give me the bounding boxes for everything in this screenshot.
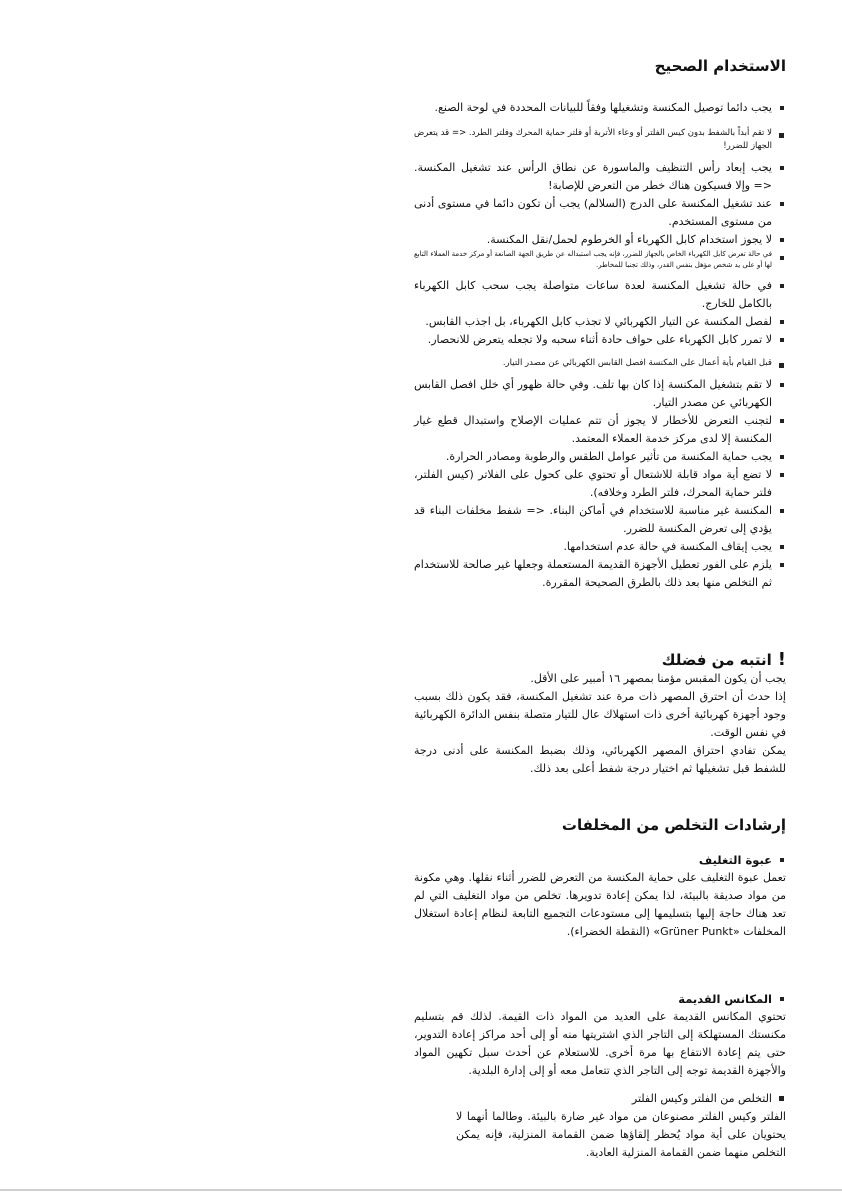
list-item: لتجنب التعرض للأخطار لا يجوز أن تتم عمليات الإصلاح واستبدال قطع غيار المكنسة إلا لدى مركز خدمة العملاء المعتمد. — [414, 412, 786, 448]
disposal-filters — [456, 1090, 786, 1162]
list-item: في حالة تشغيل المكنسة لعدة ساعات متواصلة يجب سحب كابل الكهرباء بالكامل للخارج. — [414, 277, 786, 313]
list-item: يجب حماية المكنسة من تأثير عوامل الطقس والرطوبة ومصادر الحرارة. — [414, 448, 786, 466]
notice-section — [414, 650, 786, 778]
filters-title: التخلص من الفلتر وكيس الفلتر — [456, 1090, 786, 1108]
packaging-text: تعمل عبوة التغليف على حماية المكنسة من التعرض للضرر أثناء نقلها. وهي مكونة من مواد صديقة بالبيئة، لذا يمكن إعادة تدويرها. تخلص من مواد التغليف التي لم تعد هناك حاجة إليها بتسليمها إلى مستودعات التجميع التابعة لنظام إعادة استغلال المخلفات «Grüner Punkt» (النقطة الخضراء). — [414, 871, 786, 938]
list-item: لا تضع أية مواد قابلة للاشتعال أو تحتوي على كحول على الفلاتر (كيس الفلتر، فلتر حماية المحرك، فلتر الطرد وخلافه). — [414, 466, 786, 502]
old-vacuums-title: المكانس القديمة — [414, 990, 786, 1008]
list-item: المكنسة غير مناسبة للاستخدام في أماكن البناء. <= شفط مخلفات البناء قد يؤدي إلى تعرض المكنسة للضرر. — [414, 502, 786, 538]
notice-paragraph: يجب أن يكون المقبس مؤمنا بمصهر ١٦ أمبير على الأقل. — [530, 672, 786, 685]
list-item: يجب إبعاد رأس التنظيف والماسورة عن نطاق الرأس عند تشغيل المكنسة. <= وإلا فسيكون هناك خطر من التعرض للإصابة! — [414, 159, 786, 195]
list-item: لا يجوز استخدام كابل الكهرباء أو الخرطوم لحمل/نقل المكنسة. — [414, 231, 786, 249]
list-item: لا تمرر كابل الكهرباء على حواف حادة أثناء سحبه ولا تجعله يتعرض للانحصار. — [414, 331, 786, 349]
notice-paragraph: إذا حدث أن احترق المصهر ذات مرة عند تشغيل المكنسة، فقد يكون ذلك بسبب وجود أجهزة كهربائية أخرى ذات استهلاك عال للتيار متصلة بنفس الدائرة الكهربائية في نفس الوقت. — [414, 690, 786, 739]
list-item: عند تشغيل المكنسة على الدرج (السلالم) يجب أن تكون دائما في مستوى أدنى من مستوى المستخدم. — [414, 195, 786, 231]
notice-paragraph: يمكن تفادي احتراق المصهر الكهربائي، وذلك بضبط المكنسة على أدنى درجة للشفط قبل تشغيلها ثم اختيار درجة شفط أعلى بعد ذلك. — [414, 744, 786, 775]
bottom-divider — [0, 1189, 842, 1191]
correct-use-section — [414, 56, 786, 76]
disposal-title: إرشادات التخلص من المخلفات — [561, 816, 786, 834]
correct-use-list — [414, 99, 786, 592]
list-item: لا تقم بتشغيل المكنسة إذا كان بها تلف. وفي حالة ظهور أي خلل افصل القابس الكهربائي عن مصدر التيار. — [414, 376, 786, 412]
packaging-title: عبوة التغليف — [414, 851, 786, 869]
disposal-section — [414, 815, 786, 835]
old-vacuums-text: تحتوي المكانس القديمة على العديد من المواد ذات القيمة. لذلك قم بتسليم مكنستك المستهلكة إلى التاجر الذي اشتريتها منه أو إلى أحد مراكز إعادة التدوير، حتى يتم إعادة الانتفاع بها مرة أخرى. للاستعلام عن أحدث سبل تكهين المواد والأجهزة القديمة توجه إلى التاجر الذي تتعامل معه أو إلى إدارة البلدية. — [414, 1010, 786, 1077]
list-item: لفصل المكنسة عن التيار الكهربائي لا تجذب كابل الكهرباء، بل اجذب القابس. — [414, 313, 786, 331]
list-item: لا تقم أبداً بالشفط بدون كيس الفلتر أو وعاء الأتربة أو فلتر حماية المحرك وفلتر الطرد. <= قد يتعرض الجهاز للضرر! — [414, 127, 786, 153]
list-item: يجب دائما توصيل المكنسة وتشغيلها وفقاً للبيانات المحددة في لوحة الصنع. — [414, 99, 786, 117]
list-item: قبل القيام بأية أعمال على المكنسة افصل القابس الكهربائي عن مصدر التيار. — [414, 357, 786, 370]
list-item: في حالة تعرض كابل الكهرباء الخاص بالجهاز للضرر، فإنه يجب استبداله عن طريق الجهة الصانعة أو مركز خدمة العملاء التابع لها أو على يد شخص مؤهل بنفس القدر، وذلك تجنبا للمخاطر. — [414, 249, 786, 271]
list-item: يجب إيقاف المكنسة في حالة عدم استخدامها. — [414, 538, 786, 556]
correct-use-title: الاستخدام الصحيح — [654, 57, 786, 75]
notice-header — [414, 650, 786, 670]
notice-title: انتبه من فضلك — [661, 651, 772, 669]
list-item: يلزم على الفور تعطيل الأجهزة القديمة المستعملة وجعلها غير صالحة للاستخدام ثم التخلص منها بعد ذلك بالطرق الصحيحة المقررة. — [414, 556, 786, 592]
disposal-packaging — [414, 851, 786, 941]
exclamation-icon: ! — [777, 649, 786, 670]
disposal-old-vacuums — [414, 990, 786, 1080]
filters-text: الفلتر وكيس الفلتر مصنوعان من مواد غير ضارة بالبيئة. وطالما أنهما لا يحتويان على أية مواد يُحظر إلقاؤها ضمن القمامة المنزلية، فإنه يمكن التخلص منهما ضمن القمامة المنزلية العادية. — [456, 1110, 786, 1159]
